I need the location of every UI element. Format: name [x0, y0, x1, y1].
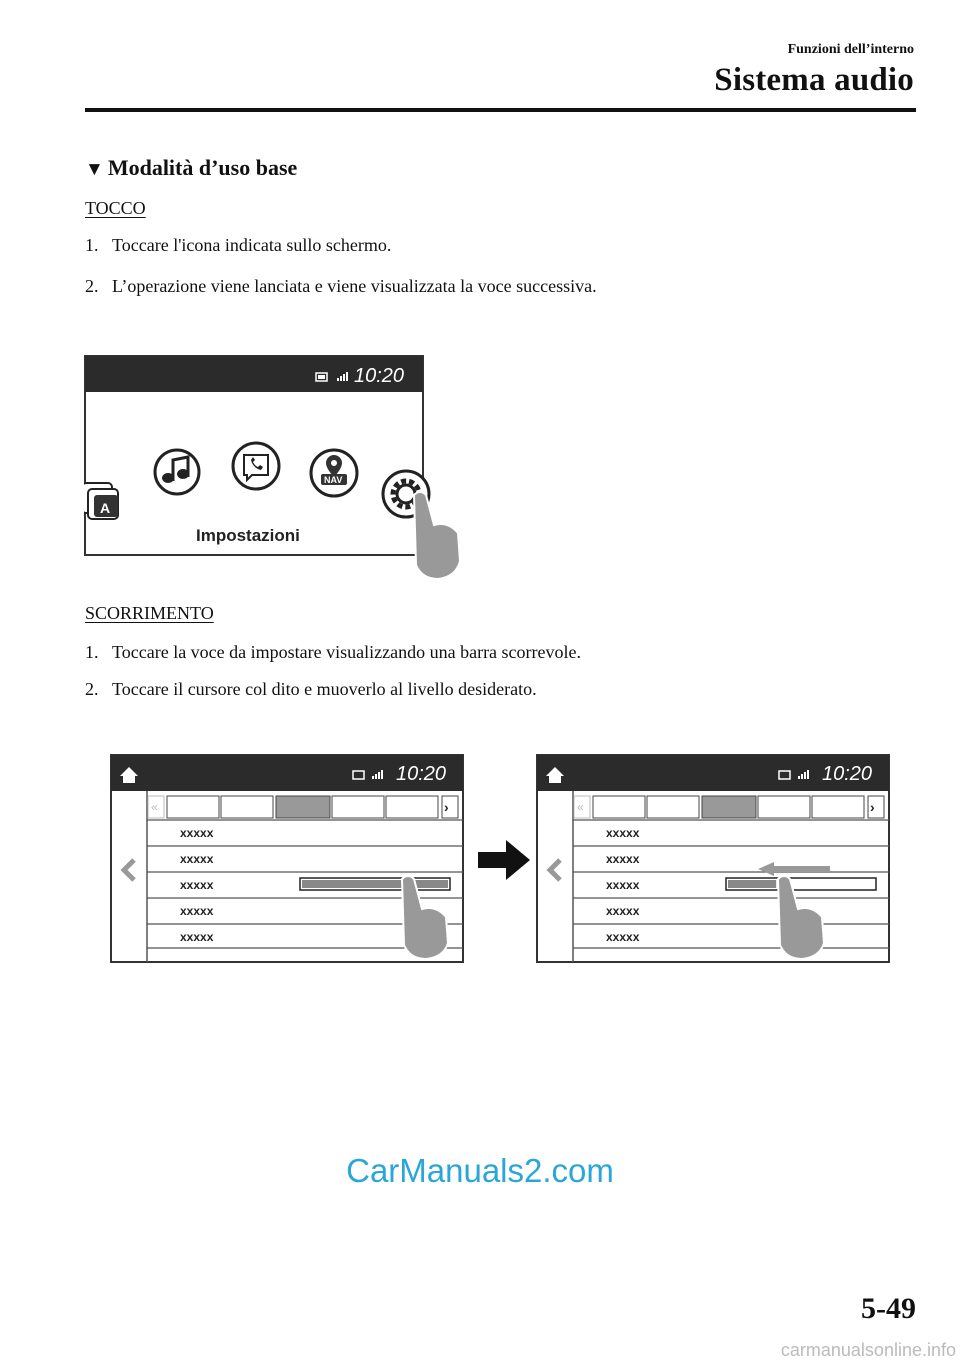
list-item: xxxxx: [606, 826, 640, 840]
nav-badge: NAV: [324, 475, 343, 485]
list-item: xxxxx: [606, 904, 640, 918]
finger-pointer-icon: [414, 492, 460, 579]
list-item: xxxxx: [180, 904, 214, 918]
clock-time: 10:20: [822, 763, 873, 785]
section-header: Sistema audio: [714, 62, 914, 98]
slider-fill: [302, 880, 448, 888]
slider-screen-after: [536, 754, 891, 966]
slider-bar[interactable]: [726, 878, 876, 890]
clock-time: 10:20: [354, 365, 405, 387]
slider-fill: [728, 880, 776, 888]
list-item: xxxxx: [606, 878, 640, 892]
step-text: L’operazione viene lanciata e viene visualizzata la voce successiva.: [112, 276, 597, 296]
applications-icon[interactable]: [84, 483, 118, 519]
navigation-icon[interactable]: [311, 450, 357, 496]
step-text: Toccare l'icona indicata sullo schermo.: [112, 235, 392, 255]
watermark: CarManuals2.com: [346, 1152, 614, 1189]
tab-strip: [574, 796, 884, 818]
scorrimento-step-1: [85, 642, 581, 663]
header-rule: [85, 108, 916, 112]
svg-text:«: «: [577, 800, 584, 814]
section-title-text: Modalità d’uso base: [107, 155, 298, 180]
scorrimento-heading: SCORRIMENTO: [85, 603, 214, 623]
app-badge: A: [100, 500, 111, 516]
triangle-bullet-icon: ▼: [85, 159, 104, 180]
list-item: xxxxx: [180, 826, 214, 840]
clock-time: 10:20: [396, 763, 447, 785]
step-text: Toccare il cursore col dito e muoverlo al livello desiderato.: [112, 679, 537, 699]
scorrimento-step-2: [85, 679, 537, 700]
chapter-title: Funzioni dell’interno: [787, 42, 914, 57]
communication-icon[interactable]: [233, 443, 279, 489]
step-number: 1.: [85, 235, 99, 255]
tocco-heading: TOCCO: [85, 198, 146, 218]
slider-screen-before: [110, 754, 465, 966]
tab-strip: [148, 796, 458, 818]
list-item: xxxxx: [180, 878, 214, 892]
home-screen-illustration: [84, 355, 464, 580]
step-number: 1.: [85, 642, 99, 662]
slider-bar[interactable]: [300, 878, 450, 890]
right-arrow-icon: [476, 838, 534, 882]
footer-site: carmanualsonline.info: [780, 1340, 956, 1360]
list-item: xxxxx: [606, 930, 640, 944]
tocco-step-1: [85, 235, 391, 256]
page-number: 5-49: [861, 1292, 916, 1325]
settings-label: Impostazioni: [196, 526, 300, 545]
svg-text:«: «: [151, 800, 158, 814]
step-number: 2.: [85, 276, 99, 296]
music-icon[interactable]: [155, 450, 199, 494]
step-text: Toccare la voce da impostare visualizzando una barra scorrevole.: [112, 642, 582, 662]
list-item: xxxxx: [606, 852, 640, 866]
list-item: xxxxx: [180, 930, 214, 944]
list-item: xxxxx: [180, 852, 214, 866]
svg-text:›: ›: [870, 799, 875, 815]
step-number: 2.: [85, 679, 99, 699]
svg-text:›: ›: [444, 799, 449, 815]
tocco-step-2: [85, 276, 597, 297]
section-title: [85, 155, 297, 181]
